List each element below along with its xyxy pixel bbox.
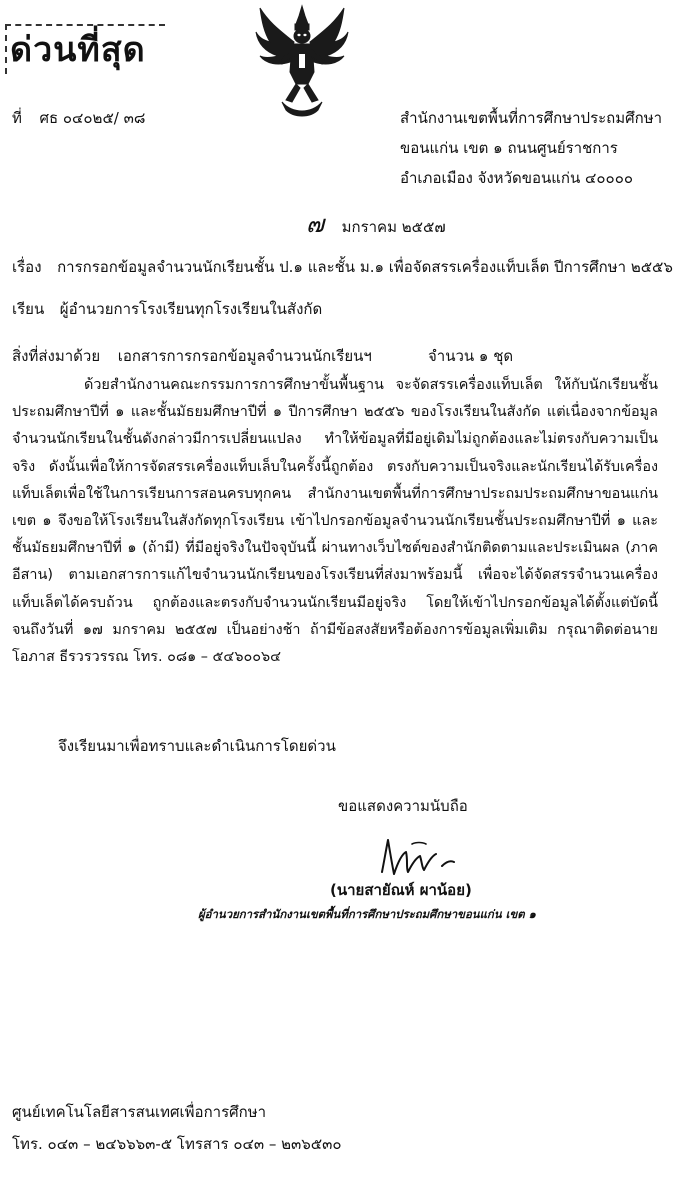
signature-icon [372,832,468,882]
subject-line [12,255,673,279]
document-number [12,106,145,130]
office-line-2: ขอนแก่น เขต ๑ ถนนศูนย์ราชการ [400,139,618,157]
enclosure-text: เอกสารการกรอกข้อมูลจำนวนนักเรียนฯ [117,347,372,365]
enclosure-label: สิ่งที่ส่งมาด้วย [12,347,101,365]
document-number-value: ศธ ๐๔๐๒๕/ ๓๘ [39,109,146,127]
subject-label: เรื่อง [12,258,42,276]
signer-name: (นายสายัณห์ ผาน้อย) [330,881,472,899]
urgency-stamp: ด่วนที่สุด [10,30,146,70]
recipient-line [12,297,322,321]
recipient-text: ผู้อำนวยการโรงเรียนทุกโรงเรียนในสังกัด [59,300,323,318]
enclosure-line [12,344,372,368]
footer-unit: ศูนย์เทคโนโลยีสารสนเทศเพื่อการศึกษา [12,1103,267,1121]
office-line-3: อำเภอเมือง จังหวัดขอนแก่น ๔๐๐๐๐ [400,169,633,187]
enclosure-quantity: จำนวน ๑ ชุด [428,347,514,365]
recipient-label: เรียน [12,300,45,318]
date-day: ๗ [306,210,325,238]
footer-contact: โทร. ๐๔๓ – ๒๔๖๖๖๓-๕ โทรสาร ๐๔๓ – ๒๓๖๕๓๐ [12,1135,342,1153]
regards-line: ขอแสดงความนับถือ [338,797,468,815]
garuda-emblem-icon [252,2,352,120]
document-date [306,204,446,243]
closing-line: จึงเรียนมาเพื่อทราบและดำเนินการโดยด่วน [58,737,336,755]
date-month-year: มกราคม ๒๕๕๗ [341,218,446,236]
document-number-label: ที่ [12,109,22,127]
office-line-1: สำนักงานเขตพื้นที่การศึกษาประถมศึกษา [400,109,663,127]
subject-text: การกรอกข้อมูลจำนวนนักเรียนชั้น ป.๑ และชั้น ม.๑ เพื่อจัดสรรเครื่องแท็บเล็ต ปีการศึกษา ๒๕๕๖ [57,258,673,276]
signer-position: ผู้อำนวยการสำนักงานเขตพื้นที่การศึกษาประถมศึกษาขอนแก่น เขต ๑ [198,907,536,921]
body-paragraph: ด้วยสำนักงานคณะกรรมการการศึกษาขั้นพื้นฐาน จะจัดสรรเครื่องแท็บเล็ต ให้กับนักเรียนชั้นประถมศึกษาปีที่ ๑ และชั้นมัธยมศึกษาปีที่ ๑ ปีการศึกษา ๒๕๕๖ ของโรงเรียนในสังกัด แต่เนื่องจากข้อมูลจำนวนนักเรียนในชั้นดังกล่าวมีการเปลี่ยนแปลง ทำให้ข้อมูลที่มีอยู่เดิมไม่ถูกต้องและไม่ตรงกับความเป็นจริง ดังนั้นเพื่อให้การจัดสรรเครื่องแท็บเล็บในครั้งนี้ถูกต้อง ตรงกับความเป็นจริงและนักเรียนได้รับเครื่องแท็บเล็ตเพื่อใช้ในการเรียนการสอนครบทุกคน สำนักงานเขตพื้นที่การศึกษาประถมประถมศึกษาขอนแก่น เขต ๑ จึงขอให้โรงเรียนในสังกัดทุกโรงเรียน เข้าไปกรอกข้อมูลจำนวนนักเรียนชั้นประถมศึกษาปีที่ ๑ และชั้นมัธยมศึกษาปีที่ ๑ (ถ้ามี) ที่มีอยู่จริงในปัจจุบันนี้ ผ่านทางเว็บไซต์ของสำนักติดตามและประเมินผล (ภาคอีสาน) ตามเอกสารการแก้ไขจำนวนนักเรียนของโรงเรียนที่ส่งมาพร้อมนี้ เพื่อจะได้จัดสรรจำนวนเครื่องแท็บเล็ตได้ครบถ้วน ถูกต้องและตรงกับจำนวนนักเรียนมีอยู่จริง โดยให้เข้าไปกรอกข้อมูลได้ตั้งแต่บัดนี้จนถึงวันที่ ๑๗ มกราคม ๒๕๕๗ เป็นอย่างช้า ถ้ามีข้อสงสัยหรือต้องการข้อมูลเพิ่มเติม กรุณาติดต่อนายโอภาส ธีรวรวรรณ โทร. ๐๘๑ – ๕๔๖๐๐๖๔ [12,377,658,666]
